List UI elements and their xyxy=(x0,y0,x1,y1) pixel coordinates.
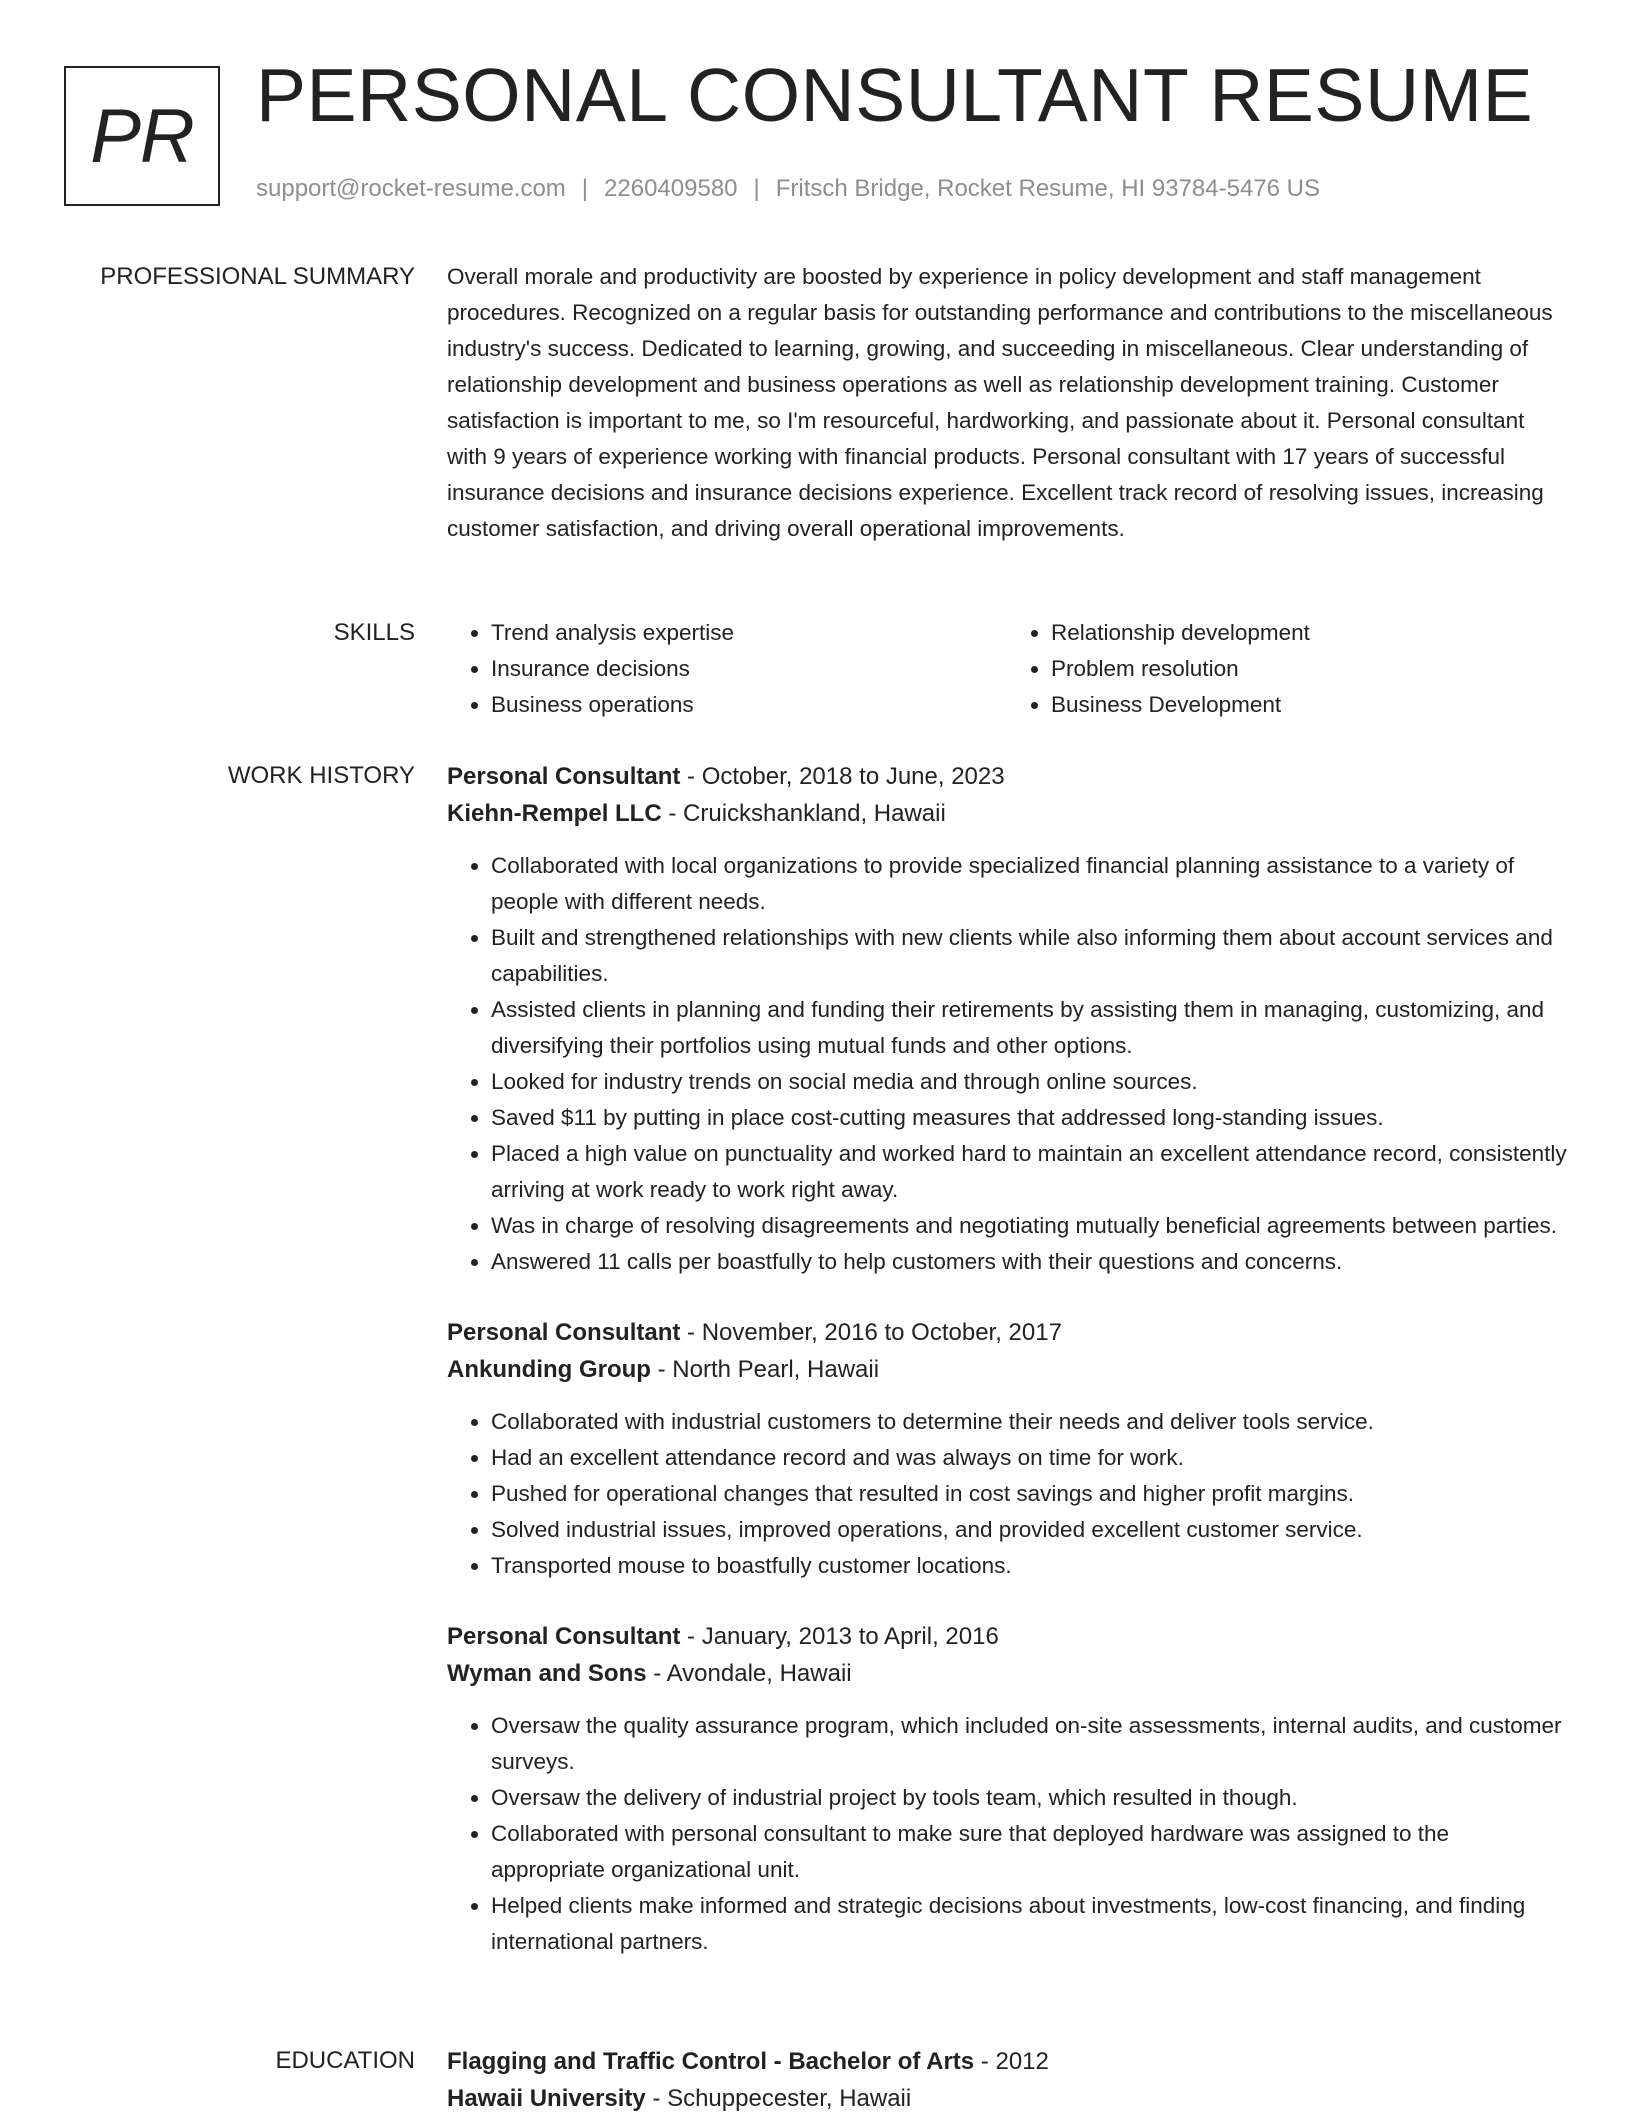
job-duty: • Oversaw the delivery of industrial project by tools team, which resulted in though. xyxy=(491,1780,1567,1816)
contact-phone[interactable]: 2260409580 xyxy=(604,175,738,202)
education-heading: EDUCATION xyxy=(275,2047,415,2074)
skills-list-left xyxy=(447,615,1007,723)
job-duty: • Collaborated with personal consultant to make sure that deployed hardware was assigned to the appropriate organizational unit. xyxy=(491,1816,1567,1888)
monogram-box xyxy=(64,66,220,206)
job-duty: • Collaborated with local organizations to provide specialized financial planning assistance to a variety of people with different needs. xyxy=(491,848,1567,920)
degree-line xyxy=(447,2043,1567,2080)
contact-email[interactable]: support@rocket-resume.com xyxy=(256,175,566,202)
job-duty: • Assisted clients in planning and funding their retirements by assisting them in managing, customizing, and diversifying their portfolios using mutual funds and other options. xyxy=(491,992,1567,1064)
job-duty: • Pushed for operational changes that resulted in cost savings and higher profit margins. xyxy=(491,1476,1567,1512)
summary-body xyxy=(447,259,1567,547)
job-title-line xyxy=(447,758,1567,795)
skill-item: • Problem resolution xyxy=(1051,651,1567,687)
job-company: Ankunding Group xyxy=(447,1356,651,1383)
job-duties-list xyxy=(447,848,1567,1280)
job-title-line xyxy=(447,1314,1567,1351)
contact-address: Fritsch Bridge, Rocket Resume, HI 93784-5476 US xyxy=(775,175,1320,202)
contact-separator: | xyxy=(753,175,760,202)
job-duty: • Solved industrial issues, improved operations, and provided excellent customer service. xyxy=(491,1512,1567,1548)
skills-heading: SKILLS xyxy=(333,619,415,646)
job-company-line xyxy=(447,1655,1567,1692)
job-company-line xyxy=(447,1351,1567,1388)
job-duty: • Saved $11 by putting in place cost-cutting measures that addressed long-standing issues. xyxy=(491,1100,1567,1136)
job-company: Kiehn-Rempel LLC xyxy=(447,800,662,827)
education-body xyxy=(447,2043,1567,2117)
resume-title: PERSONAL CONSULTANT RESUME xyxy=(256,53,1534,137)
contact-line xyxy=(256,175,1320,203)
job-duty: • Oversaw the quality assurance program, which included on-site assessments, internal audits, and customer surveys. xyxy=(491,1708,1567,1780)
skill-item: • Insurance decisions xyxy=(491,651,1007,687)
skill-item: • Trend analysis expertise xyxy=(491,615,1007,651)
skill-item: • Business Development xyxy=(1051,687,1567,723)
job-duty: • Looked for industry trends on social media and through online sources. xyxy=(491,1064,1567,1100)
job-entry xyxy=(447,758,1567,1280)
job-title: Personal Consultant xyxy=(447,1319,681,1346)
monogram-initials: PR xyxy=(90,93,194,179)
work-history-heading: WORK HISTORY xyxy=(227,762,415,789)
summary-text: Overall morale and productivity are boosted by experience in policy development and staff management procedures. Recognized on a regular basis for outstanding performance and contributions to the miscellaneous industry's success. Dedicated to learning, growing, and succeeding in miscellaneous. Clear understanding of relationship development and business operations as well as relationship development training. Customer satisfaction is important to me, so I'm resourceful, hardworking, and passionate about it. Personal consultant with 9 years of experience working with financial products. Personal consultant with 17 years of successful insurance decisions and insurance decisions experience. Excellent track record of resolving issues, increasing customer satisfaction, and driving overall operational improvements. xyxy=(447,264,1553,541)
school-name: Hawaii University xyxy=(447,2085,646,2112)
job-duty: • Collaborated with industrial customers to determine their needs and deliver tools service. xyxy=(491,1404,1567,1440)
job-title: Personal Consultant xyxy=(447,1623,681,1650)
job-duty: • Placed a high value on punctuality and worked hard to maintain an excellent attendance record, consistently arriving at work ready to work right away. xyxy=(491,1136,1567,1208)
skills-grid xyxy=(447,615,1567,723)
job-company-line xyxy=(447,795,1567,832)
job-dates: - October, 2018 to June, 2023 xyxy=(680,763,1005,790)
job-location: - North Pearl, Hawaii xyxy=(650,1356,880,1383)
job-duties-list xyxy=(447,1404,1567,1584)
job-duty: • Helped clients make informed and strategic decisions about investments, low-cost financing, and finding international partners. xyxy=(491,1888,1567,1960)
job-duty: • Answered 11 calls per boastfully to help customers with their questions and concerns. xyxy=(491,1244,1567,1280)
contact-separator: | xyxy=(581,175,589,202)
job-duty: • Had an excellent attendance record and was always on time for work. xyxy=(491,1440,1567,1476)
job-duty: • Built and strengthened relationships with new clients while also informing them about account services and capabilities. xyxy=(491,920,1567,992)
job-location: - Avondale, Hawaii xyxy=(646,1660,852,1687)
skills-list-right xyxy=(1007,615,1567,723)
work-history-body xyxy=(447,758,1567,1994)
school-line xyxy=(447,2080,1567,2117)
school-location: - Schuppecester, Hawaii xyxy=(645,2085,912,2112)
job-title: Personal Consultant xyxy=(447,763,681,790)
job-duties-list xyxy=(447,1708,1567,1960)
job-dates: - January, 2013 to April, 2016 xyxy=(680,1623,999,1650)
degree-name: Flagging and Traffic Control - Bachelor of Arts xyxy=(447,2048,975,2075)
job-duty: • Was in charge of resolving disagreements and negotiating mutually beneficial agreements between parties. xyxy=(491,1208,1567,1244)
skill-item: • Business operations xyxy=(491,687,1007,723)
job-entry xyxy=(447,1314,1567,1584)
job-entry xyxy=(447,1618,1567,1960)
job-duty: • Transported mouse to boastfully customer locations. xyxy=(491,1548,1567,1584)
skill-item: • Relationship development xyxy=(1051,615,1567,651)
degree-year: - 2012 xyxy=(974,2048,1049,2075)
job-company: Wyman and Sons xyxy=(447,1660,647,1687)
summary-heading: PROFESSIONAL SUMMARY xyxy=(100,263,415,290)
job-title-line xyxy=(447,1618,1567,1655)
job-location: - Cruickshankland, Hawaii xyxy=(661,800,946,827)
job-dates: - November, 2016 to October, 2017 xyxy=(680,1319,1062,1346)
